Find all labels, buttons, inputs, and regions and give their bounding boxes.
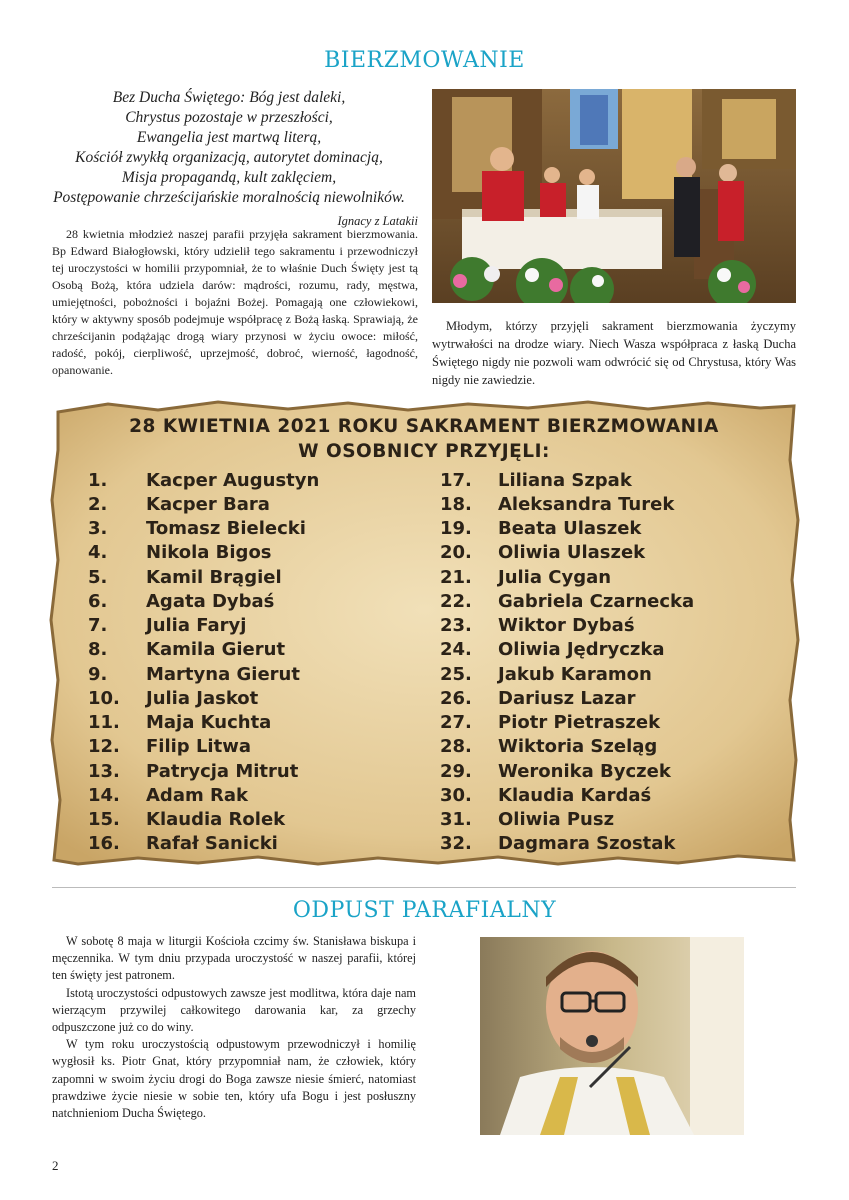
name-number: 22. bbox=[440, 590, 472, 612]
section-divider bbox=[52, 887, 796, 888]
poem-line: Postępowanie chrześcijańskie moralnością niewolników. bbox=[53, 189, 405, 206]
name-number: 5. bbox=[88, 566, 108, 588]
person-name: Kacper Augustyn bbox=[146, 469, 320, 491]
person-name: Dariusz Lazar bbox=[498, 687, 636, 709]
name-number: 9. bbox=[88, 663, 108, 685]
name-number: 2. bbox=[88, 493, 108, 515]
poem-line: Chrystus pozostaje w przeszłości, bbox=[125, 109, 333, 126]
name-number: 23. bbox=[440, 615, 472, 637]
page-number: 2 bbox=[52, 1158, 59, 1173]
name-row bbox=[440, 614, 780, 638]
person-name: Adam Rak bbox=[146, 784, 248, 806]
name-number: 1. bbox=[88, 469, 108, 491]
name-row bbox=[440, 492, 780, 516]
person-name: Klaudia Rolek bbox=[146, 809, 286, 831]
name-row bbox=[440, 759, 780, 783]
name-number: 26. bbox=[440, 687, 472, 709]
person-name: Kacper Bara bbox=[146, 493, 270, 515]
name-row bbox=[440, 589, 780, 613]
person-name: Weronika Byczek bbox=[498, 760, 671, 782]
name-number: 21. bbox=[440, 566, 472, 588]
person-name: Oliwia Jędryczka bbox=[498, 639, 665, 661]
section-title-odpust: ODPUST PARAFIALNY bbox=[292, 898, 557, 923]
name-row bbox=[440, 565, 780, 589]
person-name: Kamila Gierut bbox=[146, 639, 286, 661]
name-row bbox=[88, 832, 428, 856]
name-row bbox=[88, 541, 428, 565]
name-row bbox=[440, 808, 780, 832]
name-number: 16. bbox=[88, 833, 120, 855]
name-number: 14. bbox=[88, 784, 120, 806]
name-number: 31. bbox=[440, 809, 472, 831]
name-row bbox=[440, 517, 780, 541]
name-row bbox=[440, 662, 780, 686]
name-number: 6. bbox=[88, 590, 108, 612]
person-name: Beata Ulaszek bbox=[498, 518, 642, 540]
person-name: Dagmara Szostak bbox=[498, 833, 676, 855]
name-row bbox=[88, 711, 428, 735]
person-name: Maja Kuchta bbox=[146, 712, 272, 734]
name-number: 25. bbox=[440, 663, 472, 685]
person-name: Julia Faryj bbox=[146, 615, 247, 637]
person-name: Tomasz Bielecki bbox=[146, 518, 306, 540]
person-name: Jakub Karamon bbox=[498, 663, 652, 685]
person-name: Rafał Sanicki bbox=[146, 833, 278, 855]
list-heading: 28 KWIETNIA 2021 ROKU SAKRAMENT BIERZMOWANIA bbox=[129, 416, 719, 437]
name-row bbox=[440, 638, 780, 662]
name-row bbox=[88, 686, 428, 710]
intro-paragraph: 28 kwietnia młodzież naszej parafii przyjęła sakrament bierzmowania. Bp Edward Białogłowski, który udzielił tego sakramentu i przewodniczył tej uroczystości w homilii przypomniał, że to właśnie Duch Święty jest tą Osobą Bożą, która udziela darów: mądrości, rozumu, rady, męstwa, umiejętności, pobożności i bojaźni Bożej. Pomagają one człowiekowi, który w aktywny sposób podejmuje współpracę z Bożą łaską. Sprawiają, że chrześcijanin podążając drogą wiary przynosi w życiu owoce: miłość, radość, pokój, cierpliwość, uprzejmość, dobroć, wierność, łagodność, opanowanie. bbox=[52, 227, 418, 377]
person-name: Piotr Pietraszek bbox=[498, 712, 661, 734]
name-row bbox=[88, 662, 428, 686]
name-number: 30. bbox=[440, 784, 472, 806]
confirmation-photo bbox=[432, 89, 796, 303]
name-row bbox=[88, 565, 428, 589]
poem-line: Kościół zwykłą organizacją, autorytet dominacją, bbox=[75, 149, 383, 166]
name-number: 12. bbox=[88, 736, 120, 758]
odpust-paragraph: W sobotę 8 maja w liturgii Kościoła czcimy św. Stanisława biskupa i męczennika. W tym dniu przypada uroczystość w naszej parafii, której ten święty jest patronem. bbox=[52, 934, 416, 983]
name-row bbox=[440, 783, 780, 807]
name-row bbox=[88, 492, 428, 516]
name-number: 11. bbox=[88, 712, 120, 734]
person-name: Liliana Szpak bbox=[498, 469, 632, 491]
name-row bbox=[440, 686, 780, 710]
poem-line: Ewangelia jest martwą literą, bbox=[136, 129, 322, 146]
person-name: Julia Jaskot bbox=[146, 687, 259, 709]
names-column-right bbox=[440, 468, 780, 856]
name-row bbox=[88, 638, 428, 662]
poem-line: Misja propagandą, kult zaklęciem, bbox=[121, 169, 337, 186]
name-number: 13. bbox=[88, 760, 120, 782]
name-number: 20. bbox=[440, 542, 472, 564]
person-name: Wiktor Dybaś bbox=[498, 615, 635, 637]
poem-line: Bez Ducha Świętego: Bóg jest daleki, bbox=[112, 89, 346, 106]
person-name: Agata Dybaś bbox=[146, 590, 275, 612]
name-row bbox=[440, 468, 780, 492]
person-name: Oliwia Ulaszek bbox=[498, 542, 646, 564]
name-row bbox=[88, 614, 428, 638]
name-number: 27. bbox=[440, 712, 472, 734]
name-row bbox=[440, 711, 780, 735]
name-row bbox=[88, 517, 428, 541]
list-subheading: W OSOBNICY PRZYJĘLI: bbox=[298, 441, 550, 462]
wish-paragraph: Młodym, którzy przyjęli sakrament bierzmowania życzymy wytrwałości na drodze wiary. Niech Wasza współpraca z łaską Ducha Świętego nigdy nie pozwoli wam odwrócić się od Chrystusa, który Was nigdy nie zawiedzie. bbox=[432, 319, 796, 387]
name-row bbox=[440, 832, 780, 856]
name-number: 19. bbox=[440, 518, 472, 540]
name-number: 17. bbox=[440, 469, 472, 491]
name-number: 18. bbox=[440, 493, 472, 515]
poem bbox=[40, 88, 418, 231]
name-row bbox=[88, 468, 428, 492]
name-row bbox=[88, 589, 428, 613]
name-row bbox=[88, 735, 428, 759]
name-number: 32. bbox=[440, 833, 472, 855]
name-number: 24. bbox=[440, 639, 472, 661]
person-name: Gabriela Czarnecka bbox=[498, 590, 695, 612]
poem-author: Ignacy z Latakii bbox=[337, 214, 418, 228]
person-name: Kamil Brągiel bbox=[146, 566, 282, 588]
name-number: 15. bbox=[88, 809, 120, 831]
name-number: 7. bbox=[88, 615, 108, 637]
odpust-paragraph: W tym roku uroczystością odpustowym przewodniczył i homilię wygłosił ks. Piotr Gnat, który przypomniał nam, że człowiek, który zapomni w swoim życiu drogi do Boga zawsze niesie śmierć, natomiast prawdziwe życie niesie w sobie ten, który ufa Bogu i jest posłuszny natchnieniom Ducha Świętego. bbox=[52, 1037, 416, 1121]
name-number: 8. bbox=[88, 639, 108, 661]
name-row bbox=[88, 808, 428, 832]
odpust-text bbox=[52, 933, 416, 1122]
name-row bbox=[440, 541, 780, 565]
name-number: 4. bbox=[88, 542, 108, 564]
person-name: Julia Cygan bbox=[498, 566, 612, 588]
person-name: Nikola Bigos bbox=[146, 542, 272, 564]
person-name: Filip Litwa bbox=[146, 736, 251, 758]
person-name: Patrycja Mitrut bbox=[146, 760, 299, 782]
person-name: Klaudia Kardaś bbox=[498, 784, 652, 806]
odpust-paragraph: Istotą uroczystości odpustowych zawsze jest modlitwa, która daje nam wierzącym przywilej całkowitego darowania kar, za grzechy odpuszczone już co do winy. bbox=[52, 985, 416, 1035]
name-number: 29. bbox=[440, 760, 472, 782]
priest-photo bbox=[480, 937, 744, 1135]
person-name: Oliwia Pusz bbox=[498, 809, 615, 831]
section-title-bierzmowanie: BIERZMOWANIE bbox=[324, 48, 525, 73]
name-row bbox=[440, 735, 780, 759]
name-number: 3. bbox=[88, 518, 108, 540]
names-column-left bbox=[88, 468, 428, 856]
person-name: Wiktoria Szeląg bbox=[498, 736, 658, 758]
name-row bbox=[88, 759, 428, 783]
name-row bbox=[88, 783, 428, 807]
name-number: 28. bbox=[440, 736, 472, 758]
person-name: Aleksandra Turek bbox=[498, 493, 675, 515]
person-name: Martyna Gierut bbox=[146, 663, 300, 685]
name-number: 10. bbox=[88, 687, 120, 709]
